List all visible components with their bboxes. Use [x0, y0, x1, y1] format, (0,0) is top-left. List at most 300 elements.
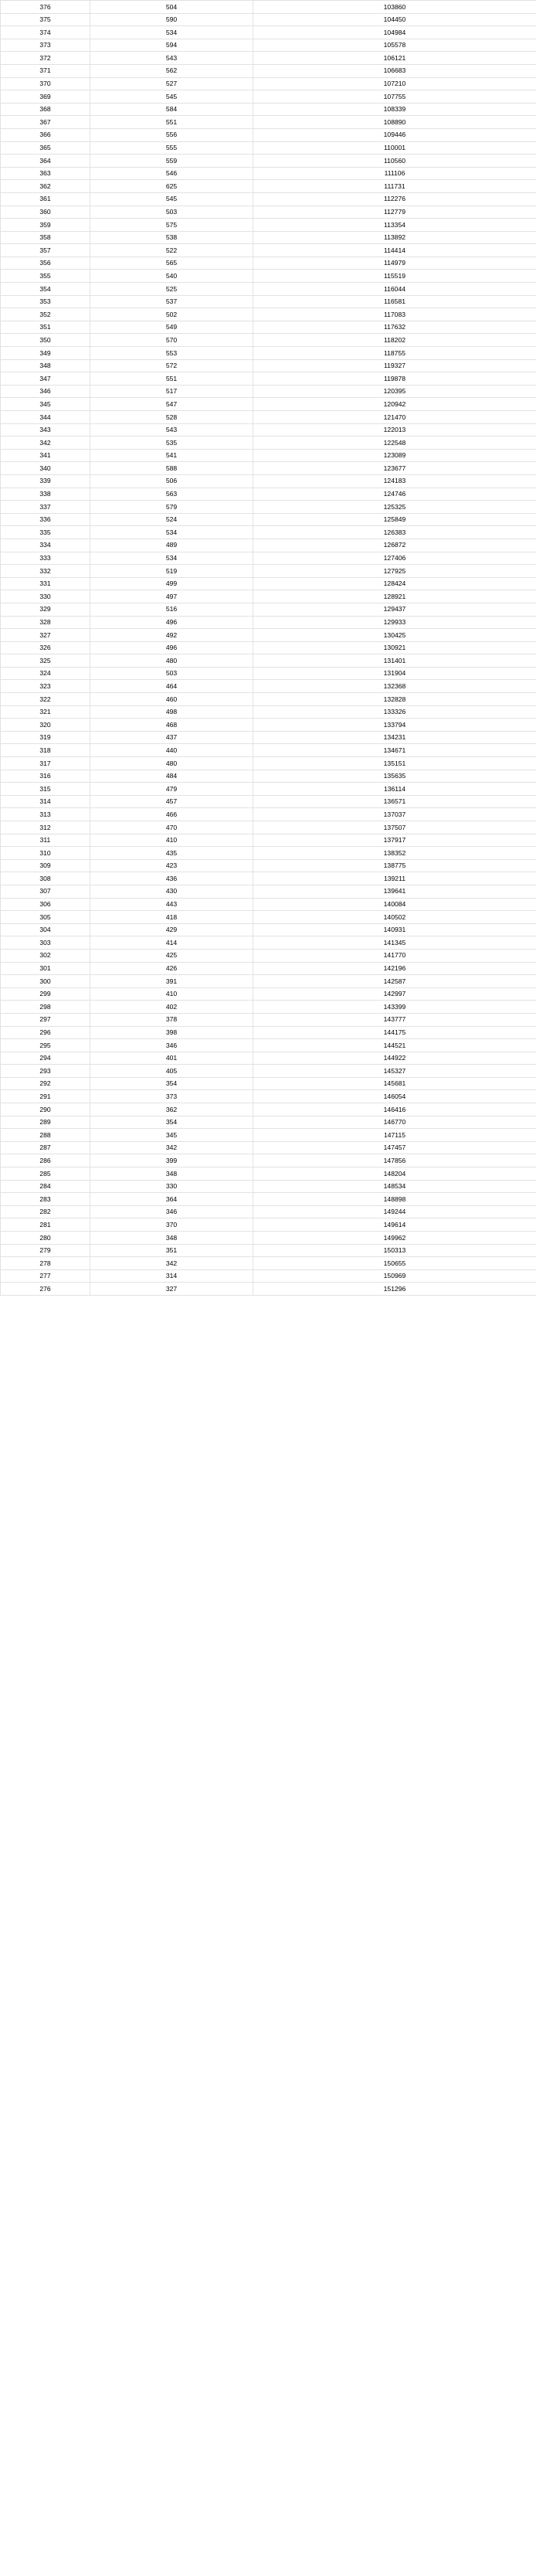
table-cell: 148898 [253, 1193, 536, 1206]
table-row [1, 141, 536, 155]
table-cell: 503 [90, 667, 253, 680]
table-cell: 360 [1, 206, 90, 219]
table-row [1, 488, 536, 501]
table-cell: 371 [1, 64, 90, 77]
table-row [1, 744, 536, 757]
table-cell: 146416 [253, 1103, 536, 1116]
table-row [1, 192, 536, 206]
table-cell: 138775 [253, 859, 536, 872]
table-cell: 128424 [253, 577, 536, 590]
table-cell: 359 [1, 219, 90, 232]
table-row [1, 859, 536, 872]
table-cell: 314 [90, 1269, 253, 1283]
table-cell: 122013 [253, 423, 536, 437]
table-cell: 423 [90, 859, 253, 872]
table-cell: 289 [1, 1116, 90, 1129]
table-cell: 443 [90, 898, 253, 911]
table-cell: 148534 [253, 1180, 536, 1193]
table-cell: 354 [1, 283, 90, 296]
table-cell: 308 [1, 872, 90, 885]
table-cell: 297 [1, 1013, 90, 1026]
table-row [1, 231, 536, 244]
table-cell: 376 [1, 1, 90, 14]
table-cell: 332 [1, 565, 90, 578]
table-cell: 372 [1, 52, 90, 65]
table-cell: 336 [1, 513, 90, 526]
table-cell: 323 [1, 680, 90, 693]
table-row [1, 629, 536, 642]
table-row [1, 474, 536, 488]
table-cell: 365 [1, 141, 90, 155]
table-row [1, 654, 536, 668]
table-cell: 551 [90, 116, 253, 129]
table-cell: 112779 [253, 206, 536, 219]
table-cell: 348 [90, 1232, 253, 1245]
table-cell: 128921 [253, 590, 536, 603]
table-row [1, 64, 536, 77]
table-cell: 303 [1, 936, 90, 950]
table-row [1, 808, 536, 821]
table-cell: 145327 [253, 1065, 536, 1078]
table-row [1, 116, 536, 129]
table-cell: 370 [1, 77, 90, 90]
table-cell: 129437 [253, 603, 536, 616]
table-cell: 327 [1, 629, 90, 642]
table-cell: 139211 [253, 872, 536, 885]
table-cell: 373 [90, 1090, 253, 1103]
table-cell: 107755 [253, 90, 536, 104]
table-cell: 141345 [253, 936, 536, 950]
table-cell: 110001 [253, 141, 536, 155]
table-cell: 325 [1, 654, 90, 668]
table-row [1, 1, 536, 14]
table-cell: 563 [90, 488, 253, 501]
table-cell: 149962 [253, 1232, 536, 1245]
table-cell: 345 [90, 1129, 253, 1142]
table-cell: 126872 [253, 539, 536, 552]
table-cell: 625 [90, 180, 253, 193]
table-row [1, 206, 536, 219]
table-cell: 337 [1, 501, 90, 514]
table-cell: 298 [1, 1001, 90, 1014]
table-cell: 354 [90, 1077, 253, 1090]
table-row [1, 783, 536, 796]
table-cell: 545 [90, 90, 253, 104]
table-row [1, 885, 536, 898]
table-cell: 113892 [253, 231, 536, 244]
table-cell: 437 [90, 731, 253, 744]
table-row [1, 975, 536, 988]
table-cell: 125849 [253, 513, 536, 526]
table-cell: 140502 [253, 911, 536, 924]
table-cell: 113354 [253, 219, 536, 232]
table-cell: 291 [1, 1090, 90, 1103]
table-cell: 466 [90, 808, 253, 821]
table-cell: 322 [1, 693, 90, 706]
table-cell: 440 [90, 744, 253, 757]
table-row [1, 347, 536, 360]
table-cell: 351 [90, 1244, 253, 1257]
table-cell: 149244 [253, 1205, 536, 1218]
table-row [1, 641, 536, 654]
table-cell: 555 [90, 141, 253, 155]
table-cell: 326 [1, 641, 90, 654]
table-cell: 364 [1, 155, 90, 168]
table-cell: 540 [90, 270, 253, 283]
table-cell: 279 [1, 1244, 90, 1257]
table-cell: 144521 [253, 1039, 536, 1052]
table-cell: 519 [90, 565, 253, 578]
table-cell: 366 [1, 128, 90, 141]
table-row [1, 244, 536, 257]
table-row [1, 13, 536, 26]
table-cell: 559 [90, 155, 253, 168]
table-cell: 410 [90, 834, 253, 847]
table-cell: 345 [1, 398, 90, 411]
table-row [1, 334, 536, 347]
table-row [1, 1103, 536, 1116]
table-cell: 299 [1, 987, 90, 1001]
table-row [1, 667, 536, 680]
table-row [1, 1154, 536, 1167]
table-row [1, 1257, 536, 1270]
table-row [1, 1013, 536, 1026]
table-row [1, 1090, 536, 1103]
table-cell: 435 [90, 847, 253, 860]
table-cell: 115519 [253, 270, 536, 283]
table-cell: 114414 [253, 244, 536, 257]
table-cell: 137917 [253, 834, 536, 847]
table-cell: 543 [90, 423, 253, 437]
table-cell: 588 [90, 462, 253, 475]
table-cell: 295 [1, 1039, 90, 1052]
table-cell: 534 [90, 526, 253, 539]
table-cell: 522 [90, 244, 253, 257]
table-cell: 311 [1, 834, 90, 847]
table-cell: 343 [1, 423, 90, 437]
table-cell: 142997 [253, 987, 536, 1001]
table-cell: 367 [1, 116, 90, 129]
table-row [1, 462, 536, 475]
table-cell: 306 [1, 898, 90, 911]
table-cell: 292 [1, 1077, 90, 1090]
table-row [1, 128, 536, 141]
table-cell: 120942 [253, 398, 536, 411]
table-cell: 307 [1, 885, 90, 898]
table-row [1, 1283, 536, 1296]
table-cell: 148204 [253, 1167, 536, 1181]
table-cell: 545 [90, 192, 253, 206]
table-cell: 120395 [253, 385, 536, 398]
table-cell: 546 [90, 167, 253, 180]
table-row [1, 1205, 536, 1218]
table-cell: 319 [1, 731, 90, 744]
table-cell: 460 [90, 693, 253, 706]
table-cell: 346 [90, 1039, 253, 1052]
table-cell: 147115 [253, 1129, 536, 1142]
table-cell: 283 [1, 1193, 90, 1206]
table-cell: 537 [90, 295, 253, 308]
table-row [1, 987, 536, 1001]
table-cell: 502 [90, 308, 253, 321]
table-cell: 503 [90, 206, 253, 219]
table-row [1, 1077, 536, 1090]
table-cell: 527 [90, 77, 253, 90]
table-cell: 127406 [253, 552, 536, 565]
table-cell: 350 [1, 334, 90, 347]
table-cell: 313 [1, 808, 90, 821]
table-cell: 314 [1, 795, 90, 808]
table-cell: 525 [90, 283, 253, 296]
table-cell: 348 [1, 359, 90, 372]
table-cell: 368 [1, 103, 90, 116]
table-cell: 357 [1, 244, 90, 257]
table-cell: 136571 [253, 795, 536, 808]
table-cell: 286 [1, 1154, 90, 1167]
table-cell: 119878 [253, 372, 536, 386]
table-row [1, 52, 536, 65]
table-cell: 288 [1, 1129, 90, 1142]
table-cell: 330 [1, 590, 90, 603]
table-cell: 479 [90, 783, 253, 796]
table-cell: 294 [1, 1052, 90, 1065]
table-cell: 278 [1, 1257, 90, 1270]
table-cell: 143399 [253, 1001, 536, 1014]
table-cell: 150969 [253, 1269, 536, 1283]
table-cell: 293 [1, 1065, 90, 1078]
table-cell: 329 [1, 603, 90, 616]
table-row [1, 257, 536, 270]
table-cell: 125325 [253, 501, 536, 514]
table-cell: 358 [1, 231, 90, 244]
table-cell: 138352 [253, 847, 536, 860]
table-cell: 277 [1, 1269, 90, 1283]
table-cell: 399 [90, 1154, 253, 1167]
table-cell: 142196 [253, 962, 536, 975]
table-cell: 135635 [253, 770, 536, 783]
table-cell: 103860 [253, 1, 536, 14]
table-body [1, 1, 536, 1296]
table-cell: 378 [90, 1013, 253, 1026]
table-cell: 538 [90, 231, 253, 244]
table-cell: 553 [90, 347, 253, 360]
table-row [1, 1039, 536, 1052]
table-cell: 348 [90, 1167, 253, 1181]
table-row [1, 219, 536, 232]
table-row [1, 693, 536, 706]
table-row [1, 770, 536, 783]
table-cell: 142587 [253, 975, 536, 988]
table-cell: 342 [90, 1257, 253, 1270]
table-row [1, 513, 536, 526]
table-row [1, 872, 536, 885]
table-row [1, 283, 536, 296]
table-cell: 349 [1, 347, 90, 360]
table-cell: 426 [90, 962, 253, 975]
table-cell: 118202 [253, 334, 536, 347]
table-row [1, 949, 536, 962]
table-cell: 339 [1, 474, 90, 488]
table-cell: 116044 [253, 283, 536, 296]
table-row [1, 1244, 536, 1257]
table-row [1, 26, 536, 39]
table-row [1, 385, 536, 398]
table-cell: 149614 [253, 1218, 536, 1232]
table-cell: 131904 [253, 667, 536, 680]
table-cell: 362 [1, 180, 90, 193]
table-row [1, 1065, 536, 1078]
table-cell: 551 [90, 372, 253, 386]
table-cell: 534 [90, 26, 253, 39]
table-cell: 318 [1, 744, 90, 757]
table-cell: 117083 [253, 308, 536, 321]
table-cell: 305 [1, 911, 90, 924]
table-cell: 549 [90, 321, 253, 334]
table-row [1, 295, 536, 308]
table-cell: 133326 [253, 705, 536, 719]
table-row [1, 821, 536, 834]
table-cell: 310 [1, 847, 90, 860]
table-cell: 107210 [253, 77, 536, 90]
table-cell: 137037 [253, 808, 536, 821]
table-cell: 370 [90, 1218, 253, 1232]
table-cell: 330 [90, 1180, 253, 1193]
table-cell: 353 [1, 295, 90, 308]
table-row [1, 603, 536, 616]
table-cell: 132368 [253, 680, 536, 693]
table-cell: 280 [1, 1232, 90, 1245]
table-cell: 480 [90, 654, 253, 668]
table-cell: 584 [90, 103, 253, 116]
table-cell: 111106 [253, 167, 536, 180]
table-cell: 342 [1, 437, 90, 450]
table-row [1, 423, 536, 437]
table-cell: 333 [1, 552, 90, 565]
table-cell: 321 [1, 705, 90, 719]
table-cell: 108890 [253, 116, 536, 129]
table-row [1, 1001, 536, 1014]
table-cell: 111731 [253, 180, 536, 193]
table-cell: 496 [90, 616, 253, 629]
table-cell: 402 [90, 1001, 253, 1014]
table-cell: 572 [90, 359, 253, 372]
table-cell: 316 [1, 770, 90, 783]
table-cell: 334 [1, 539, 90, 552]
table-row [1, 308, 536, 321]
table-cell: 391 [90, 975, 253, 988]
table-cell: 304 [1, 923, 90, 936]
table-cell: 342 [90, 1141, 253, 1154]
table-cell: 369 [1, 90, 90, 104]
table-cell: 338 [1, 488, 90, 501]
table-cell: 579 [90, 501, 253, 514]
table-cell: 124183 [253, 474, 536, 488]
table-row [1, 1129, 536, 1142]
table-row [1, 1052, 536, 1065]
table-cell: 137507 [253, 821, 536, 834]
table-row [1, 167, 536, 180]
table-row [1, 757, 536, 770]
table-cell: 324 [1, 667, 90, 680]
table-cell: 498 [90, 705, 253, 719]
table-row [1, 411, 536, 424]
table-cell: 123677 [253, 462, 536, 475]
table-row [1, 923, 536, 936]
table-cell: 105578 [253, 39, 536, 52]
table-row [1, 719, 536, 732]
table-cell: 355 [1, 270, 90, 283]
table-row [1, 39, 536, 52]
table-row [1, 731, 536, 744]
table-cell: 335 [1, 526, 90, 539]
table-cell: 147457 [253, 1141, 536, 1154]
table-cell: 300 [1, 975, 90, 988]
table-cell: 143777 [253, 1013, 536, 1026]
table-cell: 517 [90, 385, 253, 398]
table-row [1, 103, 536, 116]
table-cell: 590 [90, 13, 253, 26]
table-cell: 356 [1, 257, 90, 270]
table-cell: 144175 [253, 1026, 536, 1039]
table-cell: 302 [1, 949, 90, 962]
table-cell: 496 [90, 641, 253, 654]
table-cell: 150655 [253, 1257, 536, 1270]
table-row [1, 616, 536, 629]
table-cell: 119327 [253, 359, 536, 372]
table-cell: 287 [1, 1141, 90, 1154]
table-cell: 117632 [253, 321, 536, 334]
table-cell: 126383 [253, 526, 536, 539]
table-cell: 112276 [253, 192, 536, 206]
table-cell: 151296 [253, 1283, 536, 1296]
table-row [1, 526, 536, 539]
table-cell: 375 [1, 13, 90, 26]
table-cell: 504 [90, 1, 253, 14]
table-cell: 497 [90, 590, 253, 603]
table-cell: 118755 [253, 347, 536, 360]
table-cell: 354 [90, 1116, 253, 1129]
table-cell: 464 [90, 680, 253, 693]
table-cell: 109446 [253, 128, 536, 141]
table-cell: 315 [1, 783, 90, 796]
table-row [1, 590, 536, 603]
table-cell: 556 [90, 128, 253, 141]
table-row [1, 1269, 536, 1283]
table-cell: 528 [90, 411, 253, 424]
table-cell: 124746 [253, 488, 536, 501]
table-row [1, 398, 536, 411]
table-cell: 141770 [253, 949, 536, 962]
table-row [1, 180, 536, 193]
table-row [1, 1026, 536, 1039]
table-row [1, 1180, 536, 1193]
table-cell: 104984 [253, 26, 536, 39]
table-cell: 320 [1, 719, 90, 732]
table-cell: 146770 [253, 1116, 536, 1129]
table-cell: 331 [1, 577, 90, 590]
table-cell: 281 [1, 1218, 90, 1232]
table-cell: 301 [1, 962, 90, 975]
table-cell: 296 [1, 1026, 90, 1039]
table-row [1, 795, 536, 808]
table-cell: 362 [90, 1103, 253, 1116]
table-row [1, 155, 536, 168]
table-cell: 351 [1, 321, 90, 334]
table-cell: 327 [90, 1283, 253, 1296]
table-cell: 535 [90, 437, 253, 450]
table-row [1, 1232, 536, 1245]
table-cell: 108339 [253, 103, 536, 116]
